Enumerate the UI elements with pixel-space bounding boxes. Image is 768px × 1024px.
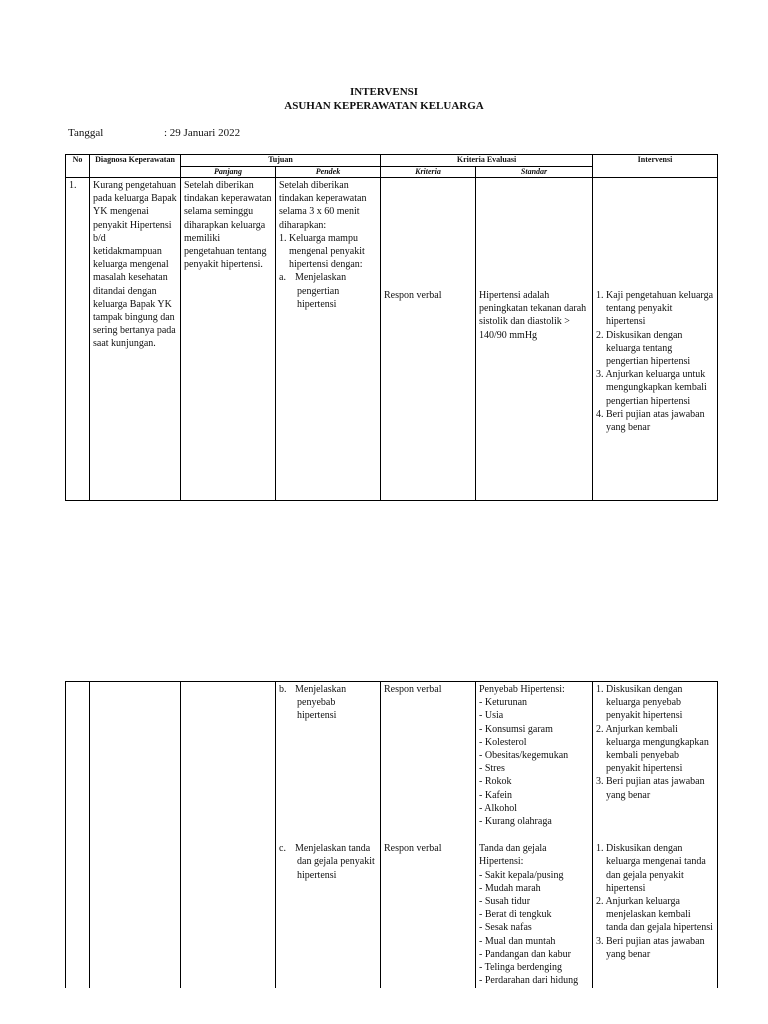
- row1-pendek: [276, 178, 381, 501]
- row2-panjang: [181, 682, 276, 830]
- row3-letter: c.: [279, 843, 286, 855]
- list-item: - Berat di tengkuk: [479, 908, 589, 921]
- list-item: - Kafein: [479, 789, 589, 802]
- row1-kriteria: [381, 178, 476, 501]
- list-item: - Kolesterol: [479, 736, 589, 749]
- list-item: - Mual dan muntah: [479, 935, 589, 948]
- row2-pendek: [276, 682, 381, 830]
- list-item: - Sesak nafas: [479, 921, 589, 934]
- row2-no: [66, 682, 90, 830]
- row3-kriteria: Respon verbal: [381, 829, 476, 988]
- row2-pendek-text: Menjelaskan penyebab hipertensi: [295, 684, 347, 722]
- row2-standar-list: [479, 696, 589, 828]
- list-item: - Keturunan: [479, 696, 589, 709]
- document-subtitle: ASUHAN KEPERAWATAN KELUARGA: [284, 100, 484, 112]
- list-item: 2. Anjurkan keluarga menjelaskan kembali tanda dan gejala hipertensi: [596, 896, 713, 934]
- row2-intervensi: [593, 682, 718, 830]
- row2-diagnosa: [90, 682, 181, 830]
- header-tujuan: Tujuan: [181, 155, 381, 167]
- row3-no: [66, 829, 90, 988]
- header-kriteria: Kriteria: [381, 167, 476, 178]
- list-item: - Alkohol: [479, 802, 589, 815]
- list-item: - Kurang olahraga: [479, 815, 589, 828]
- list-item: - Usia: [479, 709, 589, 722]
- row2-intervensi-list: [596, 683, 714, 802]
- row3-standar-list: [479, 869, 589, 988]
- list-item: 2. Diskusikan dengan keluarga tentang pengertian hipertensi: [596, 329, 691, 368]
- list-item: - Stres: [479, 762, 589, 775]
- list-item: 3. Beri pujian atas jawaban yang benar: [596, 776, 705, 801]
- row1-intervensi: [593, 178, 718, 501]
- date-label: Tanggal: [68, 127, 104, 139]
- row3-standar-title: Tanda dan gejala Hipertensi:: [479, 843, 547, 868]
- row1-no: 1.: [66, 178, 90, 501]
- list-item: 3. Anjurkan keluarga untuk mengungkapkan kembali pengertian hipertensi: [596, 369, 707, 407]
- row1-kriteria-text: Respon verbal: [384, 290, 442, 301]
- header-standar: Standar: [476, 167, 593, 178]
- document-title: INTERVENSI: [349, 86, 419, 98]
- row1-pendek-a: [279, 271, 377, 311]
- intervention-table-page2: [65, 681, 718, 988]
- header-intervensi: Intervensi: [593, 155, 718, 178]
- list-item: 1. Diskusikan dengan keluarga mengenai tanda dan gejala penyakit hipertensi: [596, 843, 706, 894]
- row1-standar-text: Hipertensi adalah peningkatan tekanan darah sistolik dan diastolik > 140/90 mmHg: [479, 290, 587, 341]
- list-item: - Susah tidur: [479, 895, 589, 908]
- row3-diagnosa: [90, 829, 181, 988]
- header-kriteria-evaluasi: Kriteria Evaluasi: [381, 155, 593, 167]
- list-item: - Perdarahan dari hidung: [479, 974, 589, 987]
- header-diagnosa: Diagnosa Keperawatan: [90, 155, 181, 178]
- row1-intervensi-list: [596, 289, 714, 434]
- list-item: - Mudah marah: [479, 882, 589, 895]
- row1-standar: [476, 178, 593, 501]
- list-item: - Rokok: [479, 775, 589, 788]
- row3-pendek: [276, 829, 381, 988]
- date-row: [68, 127, 240, 139]
- intervention-table-page1: [65, 154, 718, 501]
- list-item: - Obesitas/kegemukan: [479, 749, 589, 762]
- row1-diagnosa: Kurang pengetahuan pada keluarga Bapak YK mengenai penyakit Hipertensi b/d ketidakmampuan keluarga mengenal masalah kesehatan ditandai dengan keluarga Bapak YK tampak bingung dan sering bertanya pada saat kunjungan.: [90, 178, 181, 501]
- row2-standar-title: Penyebab Hipertensi:: [479, 684, 565, 695]
- list-item: - Sakit kepala/pusing: [479, 869, 589, 882]
- list-item: - Konsumsi garam: [479, 723, 589, 736]
- header-no: No: [66, 155, 90, 178]
- row2-standar: [476, 682, 593, 830]
- list-item: 2. Anjurkan kembali keluarga mengungkapkan kembali penyebab penyakit hipertensi: [596, 723, 709, 775]
- row3-intervensi: [593, 829, 718, 988]
- list-item: - Telinga berdenging: [479, 961, 589, 974]
- list-item: 1. Kaji pengetahuan keluarga tentang penyakit hipertensi: [596, 290, 714, 328]
- row1-pendek-intro: Setelah diberikan tindakan keperawatan selama 3 x 60 menit diharapkan:: [279, 180, 367, 231]
- row1-pendek-point: 1. Keluarga mampu mengenal penyakit hipertensi dengan:: [279, 232, 365, 271]
- header-panjang: Panjang: [181, 167, 276, 178]
- header-pendek: Pendek: [276, 167, 381, 178]
- row2-kriteria: Respon verbal: [381, 682, 476, 830]
- row3-panjang: [181, 829, 276, 988]
- row1-pendek-a-text: Menjelaskan pengertian hipertensi: [295, 272, 347, 310]
- row2-letter: b.: [279, 684, 287, 695]
- row1-panjang: Setelah diberikan tindakan keperawatan selama seminggu diharapkan keluarga memiliki pengetahuan tentang penyakit hipertensi.: [181, 178, 276, 501]
- list-item: 3. Beri pujian atas jawaban yang benar: [596, 935, 705, 960]
- row3-standar: [476, 829, 593, 988]
- row1-pendek-a-letter: a.: [279, 272, 286, 284]
- row3-intervensi-list: [596, 842, 714, 961]
- row3-pendek-text: Menjelaskan tanda dan gejala penyakit hipertensi: [295, 843, 375, 881]
- list-item: - Pandangan dan kabur: [479, 948, 589, 961]
- list-item: 4. Beri pujian atas jawaban yang benar: [596, 408, 705, 434]
- date-value: : 29 Januari 2022: [164, 127, 241, 139]
- list-item: 1. Diskusikan dengan keluarga penyebab penyakit hipertensi: [596, 684, 683, 722]
